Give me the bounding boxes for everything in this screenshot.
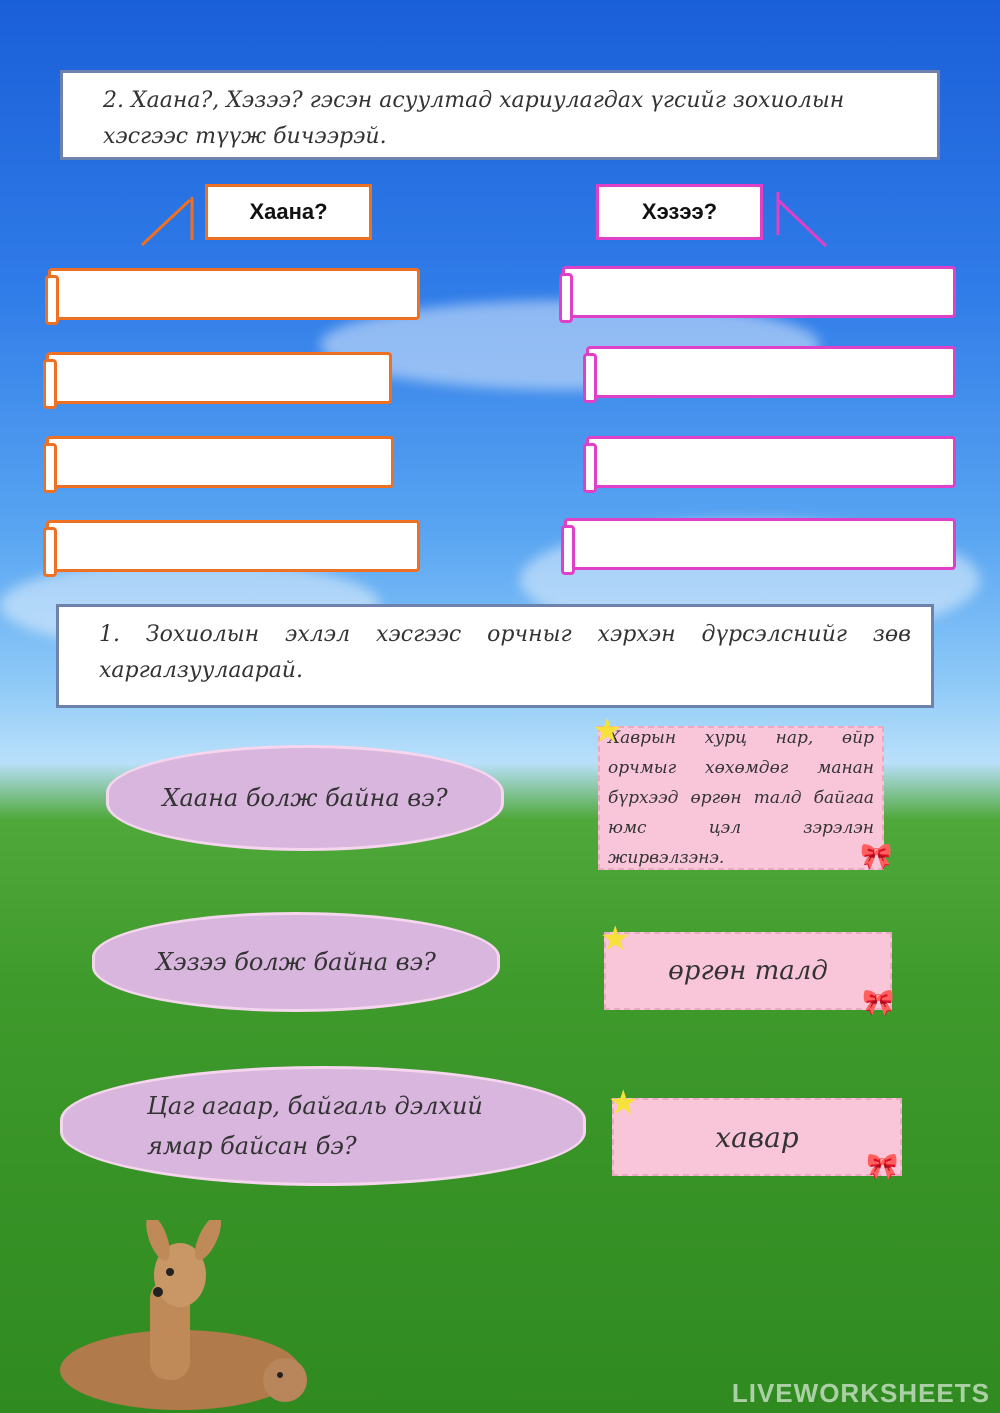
bow-icon: 🎀 [866,1152,899,1182]
watermark-logo: LIVEWORKSHEETS [731,1378,990,1408]
when-answer-input-2[interactable] [586,346,956,398]
where-answer-input-4[interactable] [46,520,420,572]
task2-instruction: 2. Хаана?, Хэзээ? гэсэн асуултад хариулагдах үгсийг зохиолын хэсгээс түүж бичээрэй. [60,70,940,160]
when-answer-input-3[interactable] [586,436,956,488]
question-cloud-2[interactable] [92,912,500,1012]
when-header: Хэзээ? [596,184,763,240]
answer-card-2[interactable] [604,932,892,1010]
answer-card-1[interactable] [598,726,884,870]
deer-illustration [30,1220,320,1410]
question-text-3: Цаг агаар, байгаль дэлхий ямар байсан бэ? [147,1092,483,1160]
where-answer-input-3[interactable] [46,436,394,488]
star-icon: ★ [600,919,631,959]
when-answer-input-1[interactable] [562,266,956,318]
when-connector-icon [770,190,830,250]
where-header: Хаана? [205,184,372,240]
answer-card-3[interactable] [612,1098,902,1176]
answer-text-2: өргөн талд [668,956,828,986]
task1-instruction: 1. Зохиолын эхлэл хэсгээс орчныг хэрхэн дүрсэлснийг зөв харгалзуулаарай. [56,604,934,708]
answer-text-3: хавар [715,1120,799,1154]
where-connector-icon [140,195,200,250]
star-icon: ★ [608,1083,639,1123]
star-icon: ★ [592,711,623,751]
where-answer-input-1[interactable] [48,268,420,320]
bow-icon: 🎀 [860,842,893,872]
question-text-2: Хэзээ болж байна вэ? [156,948,436,976]
where-answer-input-2[interactable] [46,352,392,404]
question-cloud-1[interactable] [106,745,504,851]
answer-text-1: Хаврын хурц нар, өйр орчмыг хөхөмдөг манан бүрхээд өргөн талд байгаа юмс цэл зэрэлэн жирвэлзэнэ. [608,728,874,868]
bow-icon: 🎀 [862,988,895,1018]
when-answer-input-4[interactable] [564,518,956,570]
question-cloud-3[interactable] [60,1066,586,1186]
question-text-1: Хаана болж байна вэ? [162,784,448,812]
